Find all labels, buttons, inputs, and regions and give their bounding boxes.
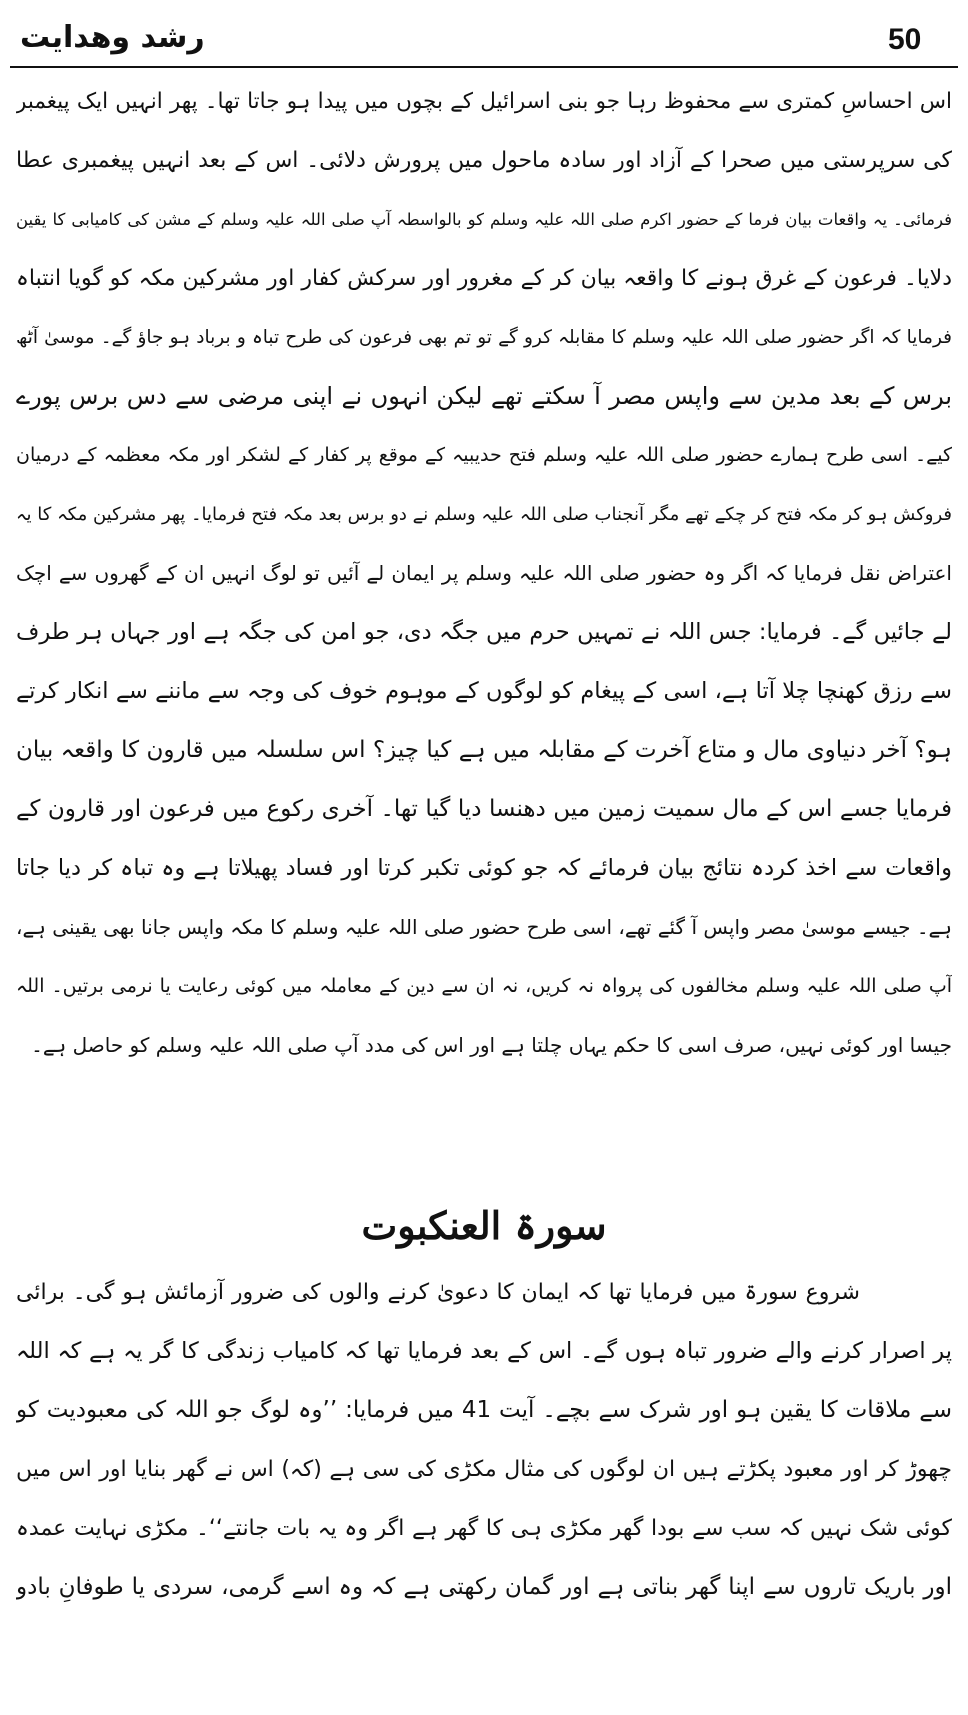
header-divider — [10, 66, 958, 68]
text-line: فرمایا جسے اس کے مال سمیت زمین میں دھنسا دیا گیا تھا۔ آخری رکوع میں فرعون اور قارون کے — [16, 796, 952, 822]
text-line: پر اصرار کرنے والے ضرور تباہ ہوں گے۔ اس کے بعد فرمایا تھا کہ کامیاب زندگی کا گر یہ ہے کہ اللہ — [16, 1338, 952, 1364]
text-line: فرمایا کہ اگر حضور صلی اللہ علیہ وسلم کا مقابلہ کرو گے تو تم بھی فرعون کی طرح تباہ و برباد ہو جاؤ گے۔ موسیٰ آٹھ — [16, 327, 952, 348]
text-line: کی سرپرستی میں صحرا کے آزاد اور سادہ ماحول میں پرورش دلائی۔ اس کے بعد انہیں پیغمبری عطا — [16, 148, 952, 173]
surah-heading: سورۃ العنکبوت — [361, 1203, 607, 1248]
text-line: واقعات سے اخذ کردہ نتائج بیان فرمائے کہ جو کوئی تکبر کرتا اور فساد پھیلاتا ہے وہ تباہ کر دیا جاتا — [16, 855, 952, 881]
text-line: کوئی شک نہیں کہ سب سے بودا گھر مکڑی ہی کا گھر ہے اگر وہ یہ بات جانتے‘‘۔ مکڑی نہایت عمدہ — [16, 1516, 952, 1541]
body-text-section-1 — [16, 72, 952, 1075]
text-line: سے ملاقات کا یقین ہو اور شرک سے بچے۔ آیت 41 میں فرمایا: ’’وہ لوگ جو اللہ کی معبودیت کو — [16, 1397, 952, 1423]
text-line: اس احساسِ کمتری سے محفوظ رہا جو بنی اسرائیل کے بچوں میں پیدا ہو جاتا تھا۔ پھر انہیں ایک پیغمبر — [16, 89, 952, 114]
page-header — [10, 18, 958, 68]
text-line: کیے۔ اسی طرح ہمارے حضور صلی اللہ علیہ وسلم فتح حدیبیہ کے موقع پر کفار کے لشکر اور مکہ معظمہ کے درمیان — [16, 444, 952, 466]
running-title: رشد وھدایت — [20, 20, 205, 55]
text-line: جیسا اور کوئی نہیں، صرف اسی کا حکم یہاں چلتا ہے اور اس کی مدد آپ صلی اللہ علیہ وسلم کو حاصل ہے۔ — [31, 1033, 952, 1057]
text-line: ہے۔ جیسے موسیٰ مصر واپس آ گئے تھے، اسی طرح حضور صلی اللہ علیہ وسلم کا مکہ واپس جانا بھی یقینی ہے، — [16, 915, 952, 939]
text-line: فروکش ہو کر مکہ فتح کر چکے تھے مگر آنجناب صلی اللہ علیہ وسلم نے دو برس بعد مکہ فتح فرمایا۔ پھر مشرکین مکہ کا یہ — [16, 504, 952, 525]
text-line: لے جائیں گے۔ فرمایا: جس اللہ نے تمہیں حرم میں جگہ دی، جو امن کی جگہ ہے اور جہاں ہر طرف — [16, 619, 952, 645]
text-line: فرمائی۔ یہ واقعات بیان فرما کے حضور اکرم صلی اللہ علیہ وسلم کو بالواسطہ آپ صلی اللہ علیہ وسلم کے مشن کی کامیابی کا یقین — [16, 210, 952, 229]
text-line: اعتراض نقل فرمایا کہ اگر وہ حضور صلی اللہ علیہ وسلم پر ایمان لے آئیں تو لوگ انہیں ان کے گھروں سے اچک — [16, 561, 952, 585]
body-text-section-2 — [16, 1263, 952, 1617]
text-line: سے رزق کھنچا چلا آتا ہے، اسی کے پیغام کو لوگوں کے موہوم خوف کی وجہ سے ماننے سے انکار کرتے — [16, 678, 952, 704]
page-number: 50 — [888, 23, 922, 56]
text-line: دلایا۔ فرعون کے غرق ہونے کا واقعہ بیان کر کے مغرور اور سرکش کفار اور مشرکین مکہ کو گویا انتباہ — [16, 266, 952, 291]
text-line: ہو؟ آخر دنیاوی مال و متاع آخرت کے مقابلہ میں ہے کیا چیز؟ اس سلسلہ میں قارون کا واقعہ بیان — [16, 737, 952, 763]
text-line: اور باریک تاروں سے اپنا گھر بناتی ہے اور گمان رکھتی ہے کہ وہ اسے گرمی، سردی یا طوفانِ بادو — [16, 1574, 952, 1600]
text-line: شروع سورۃ میں فرمایا تھا کہ ایمان کا دعویٰ کرنے والوں کی ضرور آزمائش ہو گی۔ برائی — [16, 1280, 860, 1305]
text-line: چھوڑ کر اور معبود پکڑتے ہیں ان لوگوں کی مثال مکڑی کی سی ہے (کہ) اس نے گھر بنایا اور اس میں — [16, 1457, 952, 1482]
text-line: برس کے بعد مدین سے واپس مصر آ سکتے تھے لیکن انہوں نے اپنی مرضی سے دس برس پورے — [16, 382, 952, 410]
text-line: آپ صلی اللہ علیہ وسلم مخالفوں کی پرواہ نہ کریں، نہ ان سے دین کے معاملہ میں کوئی رعایت یا نرمی برتیں۔ اللہ — [16, 975, 952, 997]
